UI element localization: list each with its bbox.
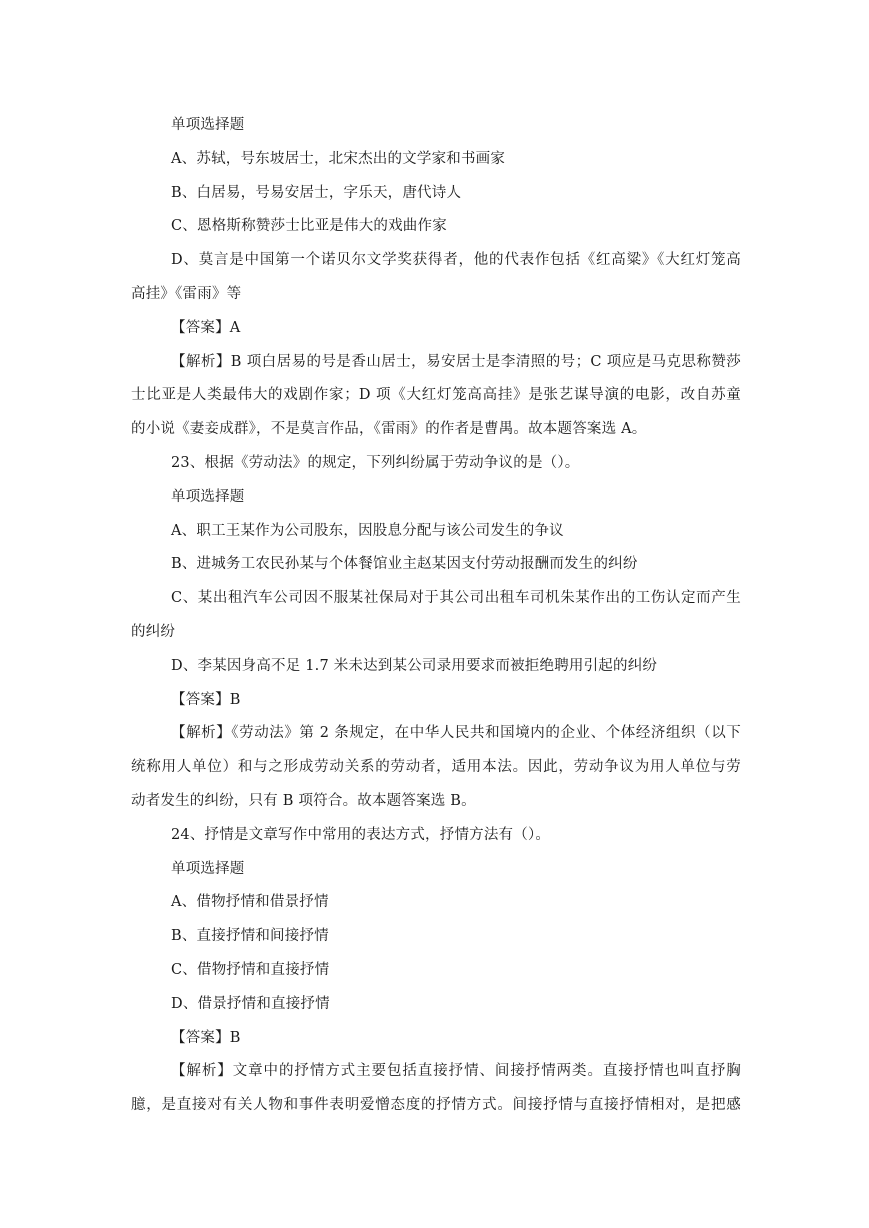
option-c: C、恩格斯称赞莎士比亚是伟大的戏曲作家: [171, 218, 447, 235]
option-b: B、白居易，号易安居士，字乐天，唐代诗人: [171, 184, 462, 201]
option-d: D、莫言是中国第一个诺贝尔文学奖获得者，他的代表作包括《红高粱》《大红灯笼高: [171, 252, 741, 269]
question-type-label: 单项选择题: [171, 488, 245, 505]
option-a: A、职工王某作为公司股东，因股息分配与该公司发生的争议: [171, 522, 564, 539]
option-c: C、某出租汽车公司因不服某社保局对于其公司出租车司机朱某作出的工伤认定而产生: [171, 590, 741, 607]
option-b: B、直接抒情和间接抒情: [171, 928, 329, 945]
answer: 【答案】B: [171, 691, 241, 708]
explanation: 【解析】《劳动法》第 2 条规定，在中华人民共和国境内的企业、个体经济组织（以下: [171, 725, 741, 742]
explanation-continued: 统称用人单位）和与之形成劳动关系的劳动者，适用本法。因此，劳动争议为用人单位与劳: [131, 759, 741, 776]
option-d: D、借景抒情和直接抒情: [171, 995, 330, 1012]
explanation-continued: 的小说《妻妾成群》，不是莫言作品，《雷雨》的作者是曹禺。故本题答案选 A。: [131, 421, 647, 438]
explanation: 【解析】B 项白居易的号是香山居士，易安居士是李清照的号；C 项应是马克思称赞莎: [171, 353, 741, 370]
explanation: 【解析】文章中的抒情方式主要包括直接抒情、间接抒情两类。直接抒情也叫直抒胸: [171, 1063, 741, 1080]
option-c: C、借物抒情和直接抒情: [171, 961, 330, 978]
option-b: B、进城务工农民孙某与个体餐馆业主赵某因支付劳动报酬而发生的纠纷: [171, 556, 638, 573]
answer: 【答案】A: [171, 319, 241, 336]
document-body: [131, 109, 741, 1123]
option-c-continued: 的纠纷: [131, 623, 176, 640]
question-type-label: 单项选择题: [171, 860, 245, 877]
option-d-continued: 高挂》《雷雨》等: [131, 285, 242, 302]
option-a: A、苏轼，号东坡居士，北宋杰出的文学家和书画家: [171, 150, 506, 167]
option-a: A、借物抒情和借景抒情: [171, 894, 329, 911]
option-d: D、李某因身高不足 1.7 米未达到某公司录用要求而被拒绝聘用引起的纠纷: [171, 657, 658, 674]
question-type-label: 单项选择题: [171, 117, 245, 133]
explanation-continued: 臆，是直接对有关人物和事件表明爱憎态度的抒情方式。间接抒情与直接抒情相对，是把感: [131, 1097, 741, 1114]
explanation-continued: 动者发生的纠纷，只有 B 项符合。故本题答案选 B。: [131, 792, 476, 809]
explanation-continued: 士比亚是人类最伟大的戏剧作家；D 项《大红灯笼高高挂》是张艺谋导演的电影，改自苏童: [131, 387, 741, 404]
question-24: 24、抒情是文章写作中常用的表达方式，抒情方法有（）。: [171, 826, 551, 843]
answer: 【答案】B: [171, 1029, 241, 1046]
question-23: 23、根据《劳动法》的规定，下列纠纷属于劳动争议的是（）。: [171, 454, 580, 471]
